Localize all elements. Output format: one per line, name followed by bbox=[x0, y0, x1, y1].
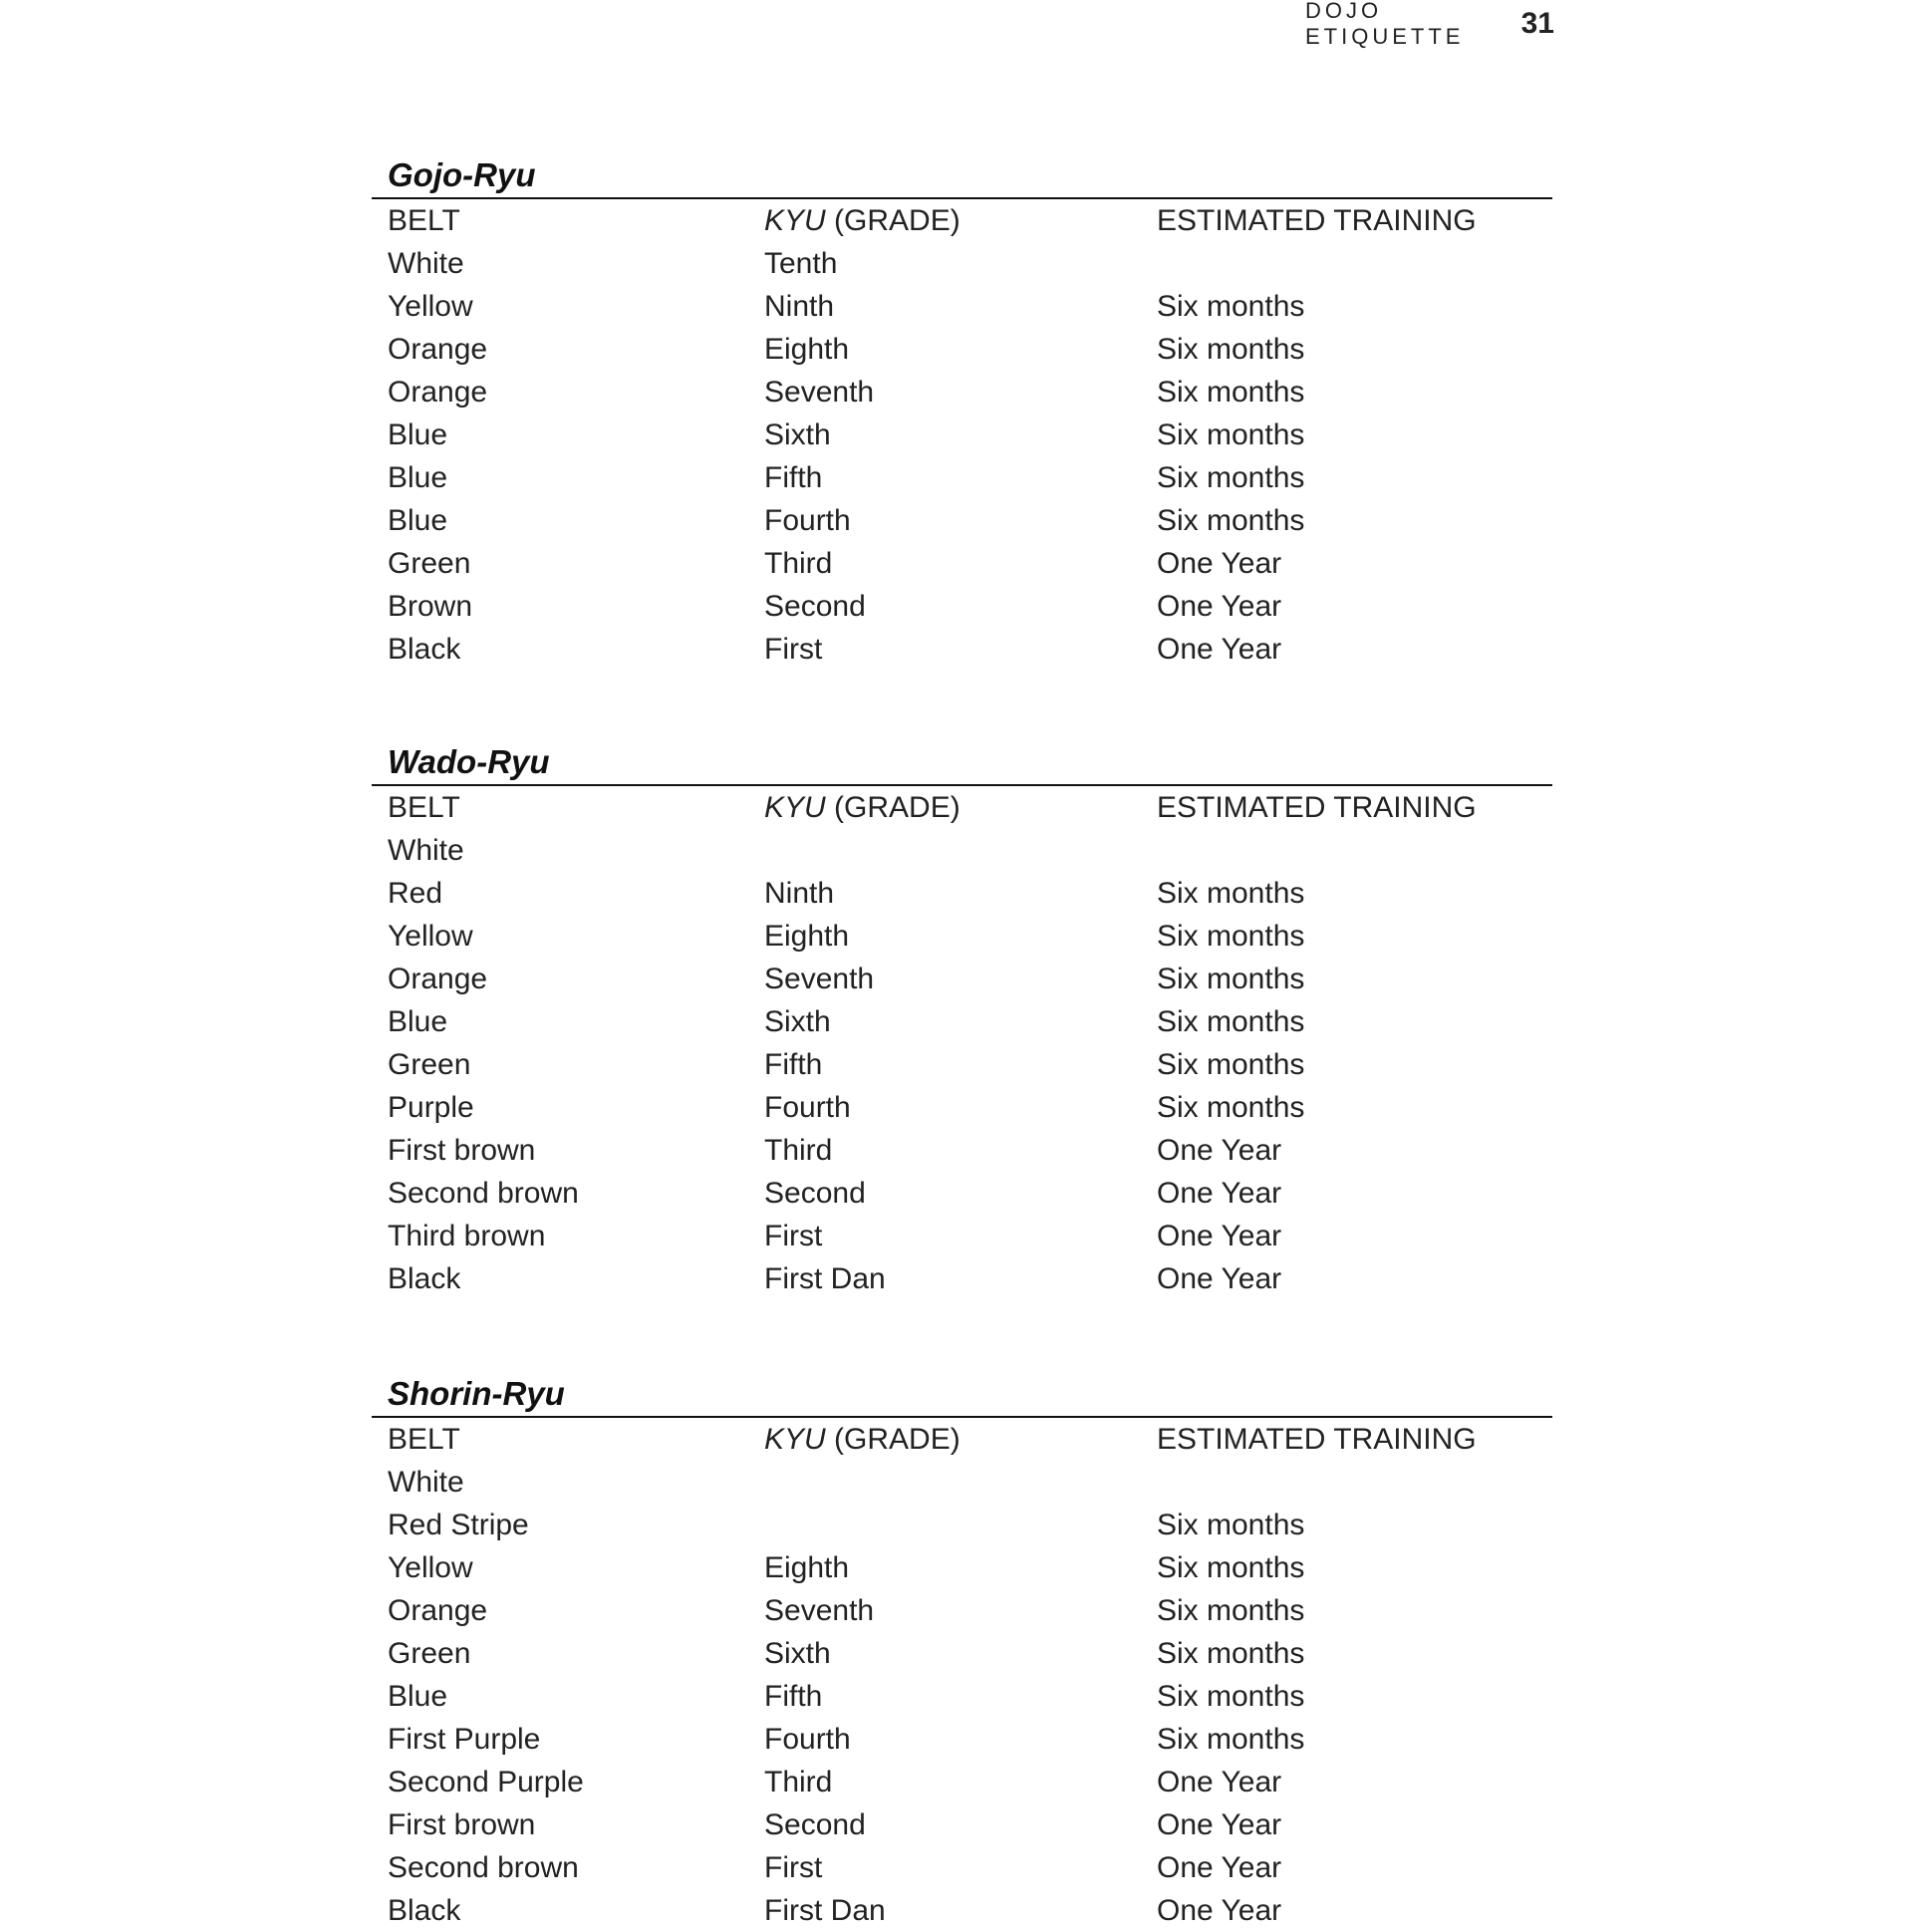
cell-grade: Fourth bbox=[764, 1091, 851, 1124]
cell-training: One Year bbox=[1157, 1220, 1282, 1252]
cell-training: Six months bbox=[1157, 1091, 1305, 1124]
cell-training: Six months bbox=[1157, 1680, 1305, 1713]
cell-training: Six months bbox=[1157, 1723, 1305, 1756]
header-training: ESTIMATED TRAINING bbox=[1157, 791, 1477, 824]
cell-grade: Seventh bbox=[764, 963, 875, 995]
cell-training: Six months bbox=[1157, 1551, 1305, 1584]
cell-belt: Green bbox=[388, 547, 471, 580]
cell-belt: Yellow bbox=[388, 290, 473, 323]
table-row bbox=[372, 242, 1552, 285]
cell-training bbox=[1157, 829, 1552, 872]
cell-belt: Yellow bbox=[388, 1551, 473, 1584]
header-belt: BELT bbox=[388, 204, 460, 237]
cell-belt: Red bbox=[388, 877, 443, 910]
cell-belt: Black bbox=[388, 1894, 461, 1927]
cell-belt: Blue bbox=[388, 1680, 448, 1713]
cell-belt: Orange bbox=[388, 1594, 488, 1627]
cell-grade: Fifth bbox=[764, 461, 823, 494]
table-row bbox=[372, 1718, 1552, 1761]
cell-training: Six months bbox=[1157, 290, 1305, 323]
cell-training: Six months bbox=[1157, 920, 1305, 953]
table-row bbox=[372, 1803, 1552, 1846]
table-row bbox=[372, 1889, 1552, 1932]
cell-grade: Fourth bbox=[764, 504, 851, 537]
table-header-row bbox=[372, 199, 1552, 242]
table-row bbox=[372, 1086, 1552, 1129]
table-row bbox=[372, 958, 1552, 1000]
cell-training: One Year bbox=[1157, 1766, 1282, 1798]
cell-grade: Seventh bbox=[764, 376, 875, 409]
cell-grade: Third bbox=[764, 547, 833, 580]
header-grade: (GRADE) bbox=[825, 791, 961, 824]
cell-grade: Sixth bbox=[764, 1005, 831, 1038]
header-grade: (GRADE) bbox=[825, 204, 961, 237]
cell-training: One Year bbox=[1157, 1851, 1282, 1884]
cell-belt: Second brown bbox=[388, 1177, 579, 1210]
cell-grade: Second bbox=[764, 1177, 866, 1210]
cell-belt: Red Stripe bbox=[388, 1509, 529, 1541]
cell-belt: Blue bbox=[388, 461, 448, 494]
cell-grade bbox=[764, 829, 1157, 872]
cell-belt: Blue bbox=[388, 1005, 448, 1038]
cell-belt: Green bbox=[388, 1048, 471, 1081]
cell-belt: White bbox=[388, 247, 464, 280]
cell-training: Six months bbox=[1157, 963, 1305, 995]
cell-grade: Fifth bbox=[764, 1680, 823, 1713]
cell-belt: Brown bbox=[388, 590, 473, 623]
table-row bbox=[372, 585, 1552, 628]
table-row bbox=[372, 1675, 1552, 1718]
cell-belt: Blue bbox=[388, 504, 448, 537]
table-row bbox=[372, 1846, 1552, 1889]
cell-training: One Year bbox=[1157, 1894, 1282, 1927]
cell-grade: Third bbox=[764, 1766, 833, 1798]
header-training: ESTIMATED TRAINING bbox=[1157, 1423, 1477, 1456]
table-row bbox=[372, 1257, 1552, 1300]
header-kyu: KYU bbox=[764, 1423, 826, 1456]
cell-training: Six months bbox=[1157, 461, 1305, 494]
cell-grade: Seventh bbox=[764, 1594, 875, 1627]
cell-belt: Orange bbox=[388, 376, 488, 409]
table-row bbox=[372, 456, 1552, 499]
cell-belt: White bbox=[388, 1466, 464, 1499]
section-title: Shorin-Ryu bbox=[372, 1372, 1552, 1418]
table-row bbox=[372, 915, 1552, 958]
table-row bbox=[372, 1215, 1552, 1257]
table-row bbox=[372, 1632, 1552, 1675]
cell-belt: First brown bbox=[388, 1134, 536, 1167]
cell-training: Six months bbox=[1157, 1509, 1305, 1541]
cell-grade: Sixth bbox=[764, 1637, 831, 1670]
cell-grade: First bbox=[764, 1851, 823, 1884]
table-row bbox=[372, 414, 1552, 456]
table-header-row bbox=[372, 1418, 1552, 1461]
cell-training: Six months bbox=[1157, 877, 1305, 910]
cell-grade: First Dan bbox=[764, 1894, 886, 1927]
cell-belt: Blue bbox=[388, 418, 448, 451]
cell-grade bbox=[764, 1504, 1157, 1546]
cell-belt: First brown bbox=[388, 1808, 536, 1841]
cell-belt: Second brown bbox=[388, 1851, 579, 1884]
cell-training: One Year bbox=[1157, 1808, 1282, 1841]
cell-grade: First bbox=[764, 1220, 823, 1252]
cell-grade: First bbox=[764, 633, 823, 666]
cell-training: Six months bbox=[1157, 333, 1305, 366]
table-shorin-ryu bbox=[372, 1372, 1552, 1932]
section-title: Gojo-Ryu bbox=[372, 153, 1552, 199]
cell-belt: First Purple bbox=[388, 1723, 541, 1756]
table-row bbox=[372, 1546, 1552, 1589]
table-row bbox=[372, 499, 1552, 542]
table-row bbox=[372, 1043, 1552, 1086]
cell-grade: Eighth bbox=[764, 1551, 850, 1584]
cell-training: One Year bbox=[1157, 1262, 1282, 1295]
cell-grade: Fourth bbox=[764, 1723, 851, 1756]
running-head-title: DOJO ETIQUETTE bbox=[1305, 0, 1465, 49]
cell-training: One Year bbox=[1157, 547, 1282, 580]
cell-training bbox=[1157, 1461, 1552, 1504]
cell-belt: Yellow bbox=[388, 920, 473, 953]
cell-training: One Year bbox=[1157, 633, 1282, 666]
table-row bbox=[372, 1461, 1552, 1504]
cell-grade: Second bbox=[764, 1808, 866, 1841]
cell-belt: Orange bbox=[388, 333, 488, 366]
cell-training: Six months bbox=[1157, 1048, 1305, 1081]
header-kyu: KYU bbox=[764, 204, 826, 237]
cell-grade: First Dan bbox=[764, 1262, 886, 1295]
cell-belt: Green bbox=[388, 1637, 471, 1670]
cell-grade: Tenth bbox=[764, 247, 838, 280]
table-row bbox=[372, 328, 1552, 371]
table-gojo-ryu bbox=[372, 153, 1552, 671]
cell-training: Six months bbox=[1157, 504, 1305, 537]
table-row bbox=[372, 1000, 1552, 1043]
cell-belt: White bbox=[388, 834, 464, 867]
table-row bbox=[372, 542, 1552, 585]
cell-belt: Orange bbox=[388, 963, 488, 995]
table-header-row bbox=[372, 786, 1552, 829]
table-row bbox=[372, 872, 1552, 915]
running-head bbox=[1305, 0, 1554, 49]
header-belt: BELT bbox=[388, 1423, 460, 1456]
table-row bbox=[372, 829, 1552, 872]
cell-grade: Ninth bbox=[764, 290, 835, 323]
cell-training: Six months bbox=[1157, 1594, 1305, 1627]
cell-training: One Year bbox=[1157, 1177, 1282, 1210]
cell-belt: Third brown bbox=[388, 1220, 546, 1252]
header-belt: BELT bbox=[388, 791, 460, 824]
header-kyu-grade bbox=[764, 1418, 1157, 1461]
header-kyu-grade bbox=[764, 199, 1157, 242]
header-training: ESTIMATED TRAINING bbox=[1157, 204, 1477, 237]
cell-training: Six months bbox=[1157, 376, 1305, 409]
header-kyu: KYU bbox=[764, 791, 826, 824]
header-kyu-grade bbox=[764, 786, 1157, 829]
cell-training bbox=[1157, 242, 1552, 285]
header-grade: (GRADE) bbox=[825, 1423, 961, 1456]
cell-belt: Black bbox=[388, 633, 461, 666]
cell-belt: Purple bbox=[388, 1091, 474, 1124]
cell-grade: Eighth bbox=[764, 333, 850, 366]
table-row bbox=[372, 1589, 1552, 1632]
cell-grade: Second bbox=[764, 590, 866, 623]
cell-training: One Year bbox=[1157, 1134, 1282, 1167]
cell-training: Six months bbox=[1157, 1637, 1305, 1670]
table-row bbox=[372, 1129, 1552, 1172]
table-row bbox=[372, 1504, 1552, 1546]
table-row bbox=[372, 628, 1552, 671]
table-row bbox=[372, 371, 1552, 414]
table-row bbox=[372, 285, 1552, 328]
cell-training: Six months bbox=[1157, 1005, 1305, 1038]
cell-grade: Fifth bbox=[764, 1048, 823, 1081]
cell-grade: Eighth bbox=[764, 920, 850, 953]
cell-grade: Ninth bbox=[764, 877, 835, 910]
cell-grade: Sixth bbox=[764, 418, 831, 451]
cell-training: Six months bbox=[1157, 418, 1305, 451]
section-title: Wado-Ryu bbox=[372, 740, 1552, 786]
cell-belt: Black bbox=[388, 1262, 461, 1295]
table-row bbox=[372, 1761, 1552, 1803]
cell-training: One Year bbox=[1157, 590, 1282, 623]
cell-grade bbox=[764, 1461, 1157, 1504]
page-number: 31 bbox=[1520, 7, 1554, 40]
cell-grade: Third bbox=[764, 1134, 833, 1167]
table-row bbox=[372, 1172, 1552, 1215]
cell-belt: Second Purple bbox=[388, 1766, 584, 1798]
table-wado-ryu bbox=[372, 740, 1552, 1300]
